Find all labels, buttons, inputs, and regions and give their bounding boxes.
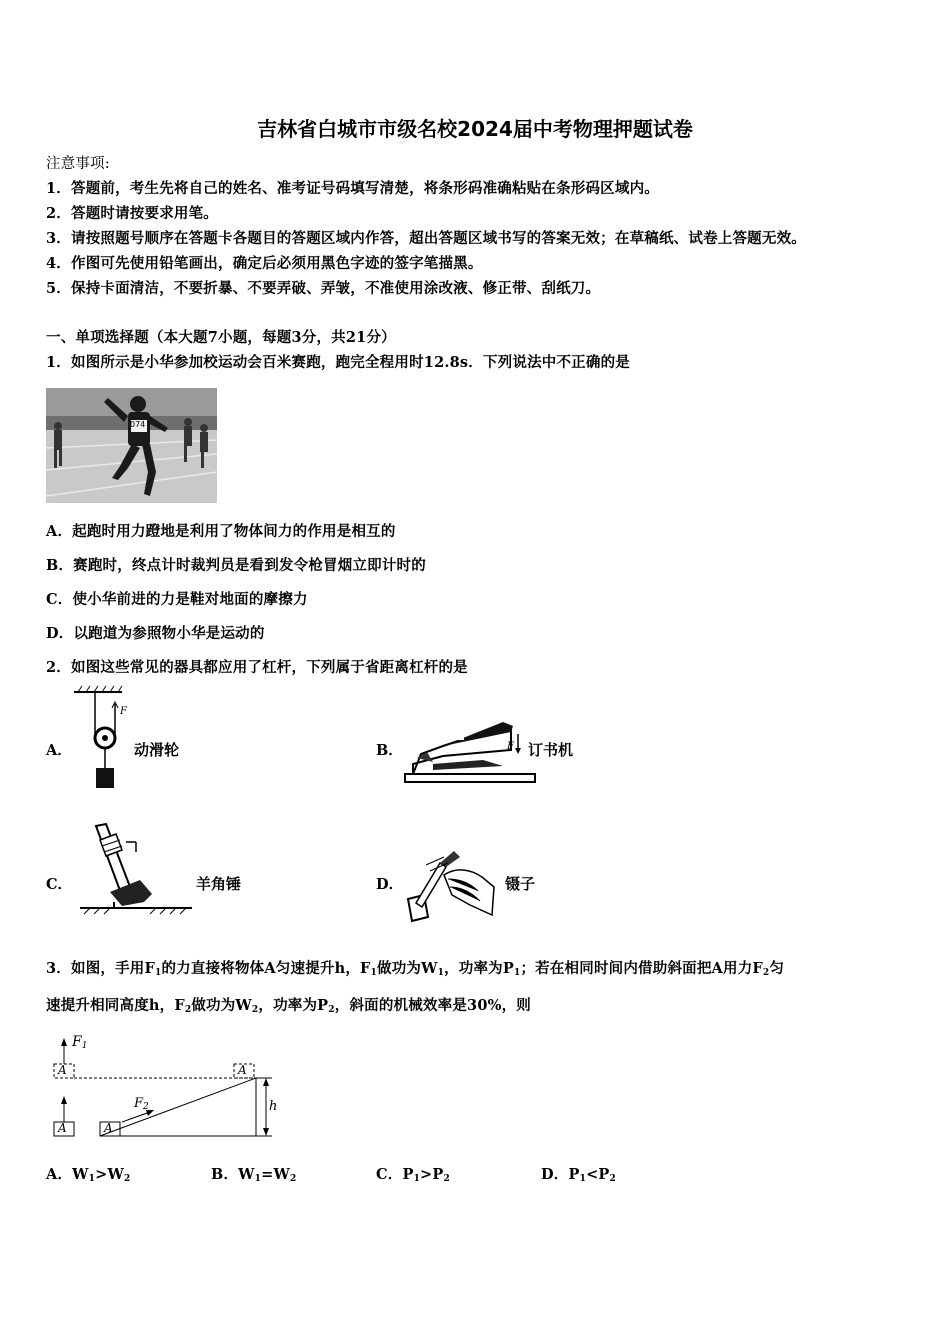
stapler-force-label: F <box>507 741 514 752</box>
block-a-incline-top: A <box>238 1063 247 1077</box>
notice-item-3: 3．请按照题号顺序在答题卡各题目的答题区域内作答，超出答题区域书写的答案无效；在草稿纸、试卷上答题无效。 <box>46 230 806 247</box>
notice-item-1: 1．答题前，考生先将自己的姓名、准考证号码填写清楚，将条形码准确粘贴在条形码区域内。 <box>46 180 659 197</box>
q2-option-c-label[interactable]: C． <box>46 876 73 893</box>
runner-bib-number: 074 <box>130 420 146 429</box>
stapler-figure <box>403 712 538 787</box>
f2-label: $F_2$ <box>134 1096 149 1112</box>
tweezers-figure <box>404 845 504 925</box>
q2-caption-d: 镊子 <box>505 875 536 893</box>
q1-option-d[interactable]: D．以跑道为参照物小华是运动的 <box>46 625 265 642</box>
f1-label: $F_1$ <box>72 1034 88 1051</box>
q2-option-a-label[interactable]: A． <box>46 742 72 759</box>
page-title: 吉林省白城市市级名校2024届中考物理押题试卷 <box>257 117 693 141</box>
runner-photo-image <box>46 388 217 503</box>
pulley-force-label: F <box>120 706 127 717</box>
q2-option-d-label[interactable]: D． <box>376 876 404 893</box>
q1-option-b[interactable]: B．赛跑时，终点计时裁判员是看到发令枪冒烟立即计时的 <box>46 557 426 574</box>
block-a-bottom-left: A <box>58 1121 67 1135</box>
q1-option-c[interactable]: C．使小华前进的力是鞋对地面的摩擦力 <box>46 591 308 608</box>
q2-caption-a: 动滑轮 <box>134 741 180 759</box>
section-heading: 一、单项选择题（本大题7小题，每题3分，共21分） <box>46 329 396 346</box>
hammer-figure <box>80 820 195 920</box>
block-a-top-left: A <box>58 1063 67 1077</box>
notice-item-2: 2．答题时请按要求用笔。 <box>46 205 218 222</box>
notice-item-5: 5．保持卡面清洁，不要折暴、不要弄破、弄皱，不准使用涂改液、修正带、刮纸刀。 <box>46 280 601 297</box>
q2-caption-b: 订书机 <box>528 741 574 759</box>
q3-option-b[interactable]: B．$W_1=W_2$ <box>211 1166 297 1184</box>
q3-stem-line1: 3．如图，手用$F_1$的力直接将物体A匀速提升h，$F_1$做功为$W_1$，功率为$P_1$；若在相同时间内借助斜面把A用力$F_2$匀 <box>46 960 785 978</box>
q1-stem: 1．如图所示是小华参加校运动会百米赛跑，跑完全程用时12.8s．下列说法中不正确的是 <box>46 354 630 371</box>
pulley-figure <box>70 686 130 796</box>
q3-option-c[interactable]: C．$P_1>P_2$ <box>376 1166 450 1184</box>
q3-option-a[interactable]: A．$W_1>W_2$ <box>46 1166 131 1184</box>
height-label: h <box>269 1099 278 1114</box>
q2-stem: 2．如图这些常见的器具都应用了杠杆，下列属于省距离杠杆的是 <box>46 659 468 676</box>
notice-item-4: 4．作图可先使用铅笔画出，确定后必须用黑色字迹的签字笔描黑。 <box>46 255 483 272</box>
notice-heading: 注意事项: <box>46 156 110 172</box>
q2-option-b-label[interactable]: B． <box>376 742 403 759</box>
block-a-incline-bottom: A <box>104 1121 113 1135</box>
q1-option-a[interactable]: A．起跑时用力蹬地是利用了物体间力的作用是相互的 <box>46 523 396 540</box>
q3-option-d[interactable]: D．$P_1<P_2$ <box>541 1166 616 1184</box>
q3-stem-line2: 速提升相同高度h，$F_2$做功为$W_2$，功率为$P_2$，斜面的机械效率是30%，则 <box>46 997 532 1015</box>
q1-runner-photo <box>46 388 217 503</box>
q2-caption-c: 羊角锤 <box>196 875 242 893</box>
